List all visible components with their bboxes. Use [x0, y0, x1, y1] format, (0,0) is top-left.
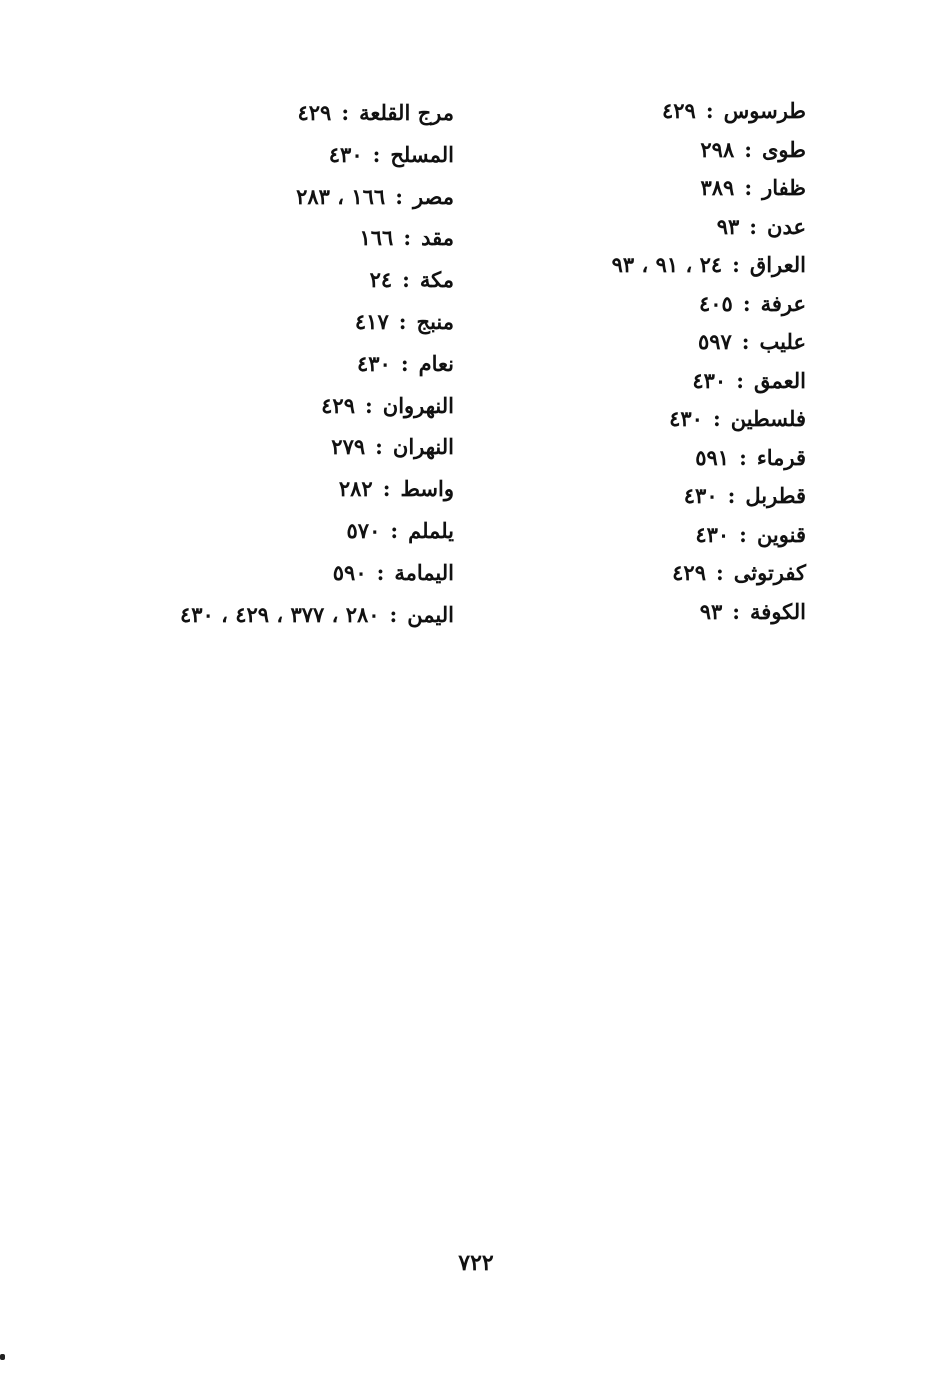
page-refs: ٢٤ — [369, 267, 393, 293]
place-name: منبج — [416, 308, 454, 334]
separator: : — [705, 98, 714, 123]
index-entry — [54, 217, 454, 259]
separator: : — [715, 560, 724, 585]
place-name: مرج القلعة — [359, 100, 454, 125]
page-refs: ٥٩٠ — [332, 559, 367, 585]
page-refs: ٤٢٩ — [297, 100, 332, 125]
separator: : — [398, 308, 407, 334]
index-entry — [506, 208, 806, 247]
place-name: قرماء — [756, 444, 806, 470]
page-refs: ١٦٦ — [359, 225, 394, 251]
place-name: طرسوس — [723, 98, 806, 123]
index-entry — [54, 468, 454, 510]
index-entry — [54, 510, 454, 552]
place-name: قنوين — [756, 521, 806, 547]
index-column-right — [506, 92, 806, 631]
place-name: نعام — [418, 350, 454, 376]
page-refs: ٢٨٢ — [338, 476, 373, 502]
page-refs: ٤٣٠ — [328, 141, 363, 167]
index-entry — [54, 92, 454, 134]
place-name: عرفة — [760, 290, 806, 316]
place-name: قطربل — [745, 483, 806, 508]
index-entry — [54, 385, 454, 427]
place-name: النهروان — [382, 392, 454, 418]
place-name: مكة — [419, 267, 454, 293]
index-entry — [506, 169, 806, 208]
place-name: العراق — [749, 252, 806, 277]
place-name: ظفار — [762, 175, 806, 200]
place-name: عليب — [759, 329, 806, 354]
page-refs: ٥٩١ — [695, 444, 730, 470]
place-name: مصر — [412, 183, 454, 209]
page-refs: ٤٣٠ — [357, 350, 391, 376]
place-name: واسط — [400, 476, 454, 502]
separator: : — [744, 136, 752, 162]
index-entry — [506, 285, 806, 324]
page-refs: ٤٣٠ — [692, 367, 727, 393]
separator: : — [395, 183, 403, 209]
page-refs: ١٦٦ ، ٢٨٣ — [296, 183, 386, 209]
separator: : — [365, 392, 373, 418]
index-entry — [506, 92, 806, 131]
place-name: مقد — [421, 225, 454, 251]
separator: : — [736, 367, 744, 393]
index-entry — [54, 552, 454, 594]
place-name: اليمامة — [394, 559, 454, 585]
page-refs: ٢٩٨ — [700, 136, 735, 162]
index-entry — [506, 246, 806, 285]
index-entry — [54, 426, 454, 468]
page-refs: ٤١٧ — [354, 308, 389, 334]
page-refs: ٤٣٠ — [695, 521, 730, 547]
page-refs: ٤٢٩ — [672, 560, 706, 585]
page-refs: ٣٨٩ — [700, 175, 735, 200]
page-refs: ٤٠٥ — [698, 290, 733, 316]
page-refs: ٥٧٠ — [346, 517, 381, 543]
page-refs: ٤٢٩ — [662, 98, 696, 123]
separator: : — [390, 517, 399, 543]
separator: : — [372, 141, 381, 167]
index-entry — [54, 594, 454, 636]
index-entry — [506, 400, 806, 439]
separator: : — [727, 483, 736, 508]
page-refs: ٢٤ ، ٩١ ، ٩٣ — [611, 252, 723, 277]
separator: : — [744, 175, 753, 200]
index-entry — [506, 593, 806, 632]
separator: : — [732, 252, 740, 277]
separator: : — [376, 559, 385, 585]
page-refs: ٤٣٠ — [683, 483, 718, 508]
place-name: فلسطين — [730, 406, 806, 431]
page-refs: ٩٣ — [699, 598, 723, 624]
page-number: ٧٢٢ — [458, 1250, 494, 1276]
index-entry — [506, 323, 806, 362]
separator: : — [389, 601, 398, 627]
index-entry — [506, 477, 806, 516]
index-entry — [54, 176, 454, 218]
scan-speck — [0, 1354, 5, 1360]
place-name: النهران — [392, 434, 454, 460]
separator: : — [382, 476, 391, 502]
page-refs: ٥٩٧ — [697, 329, 732, 354]
index-entry — [506, 439, 806, 478]
page-refs: ٩٣ — [716, 213, 740, 239]
separator: : — [341, 100, 350, 125]
page-refs: ٢٨٠ ، ٣٧٧ ، ٤٢٩ ، ٤٣٠ — [179, 601, 380, 627]
place-name: طوى — [762, 136, 806, 162]
page-refs: ٢٧٩ — [331, 434, 366, 460]
separator: : — [749, 213, 758, 239]
index-entry — [54, 343, 454, 385]
index-entry — [54, 134, 454, 176]
separator: : — [400, 350, 409, 376]
separator: : — [712, 406, 721, 431]
separator: : — [742, 290, 751, 316]
page-refs: ٤٣٠ — [669, 406, 703, 431]
separator: : — [403, 225, 412, 251]
place-name: عدن — [767, 213, 806, 239]
index-entry — [506, 554, 806, 593]
place-name: كفرتوثى — [733, 560, 806, 585]
place-name: المسلح — [390, 141, 454, 167]
index-entry — [54, 301, 454, 343]
separator: : — [402, 267, 410, 293]
separator: : — [741, 329, 750, 354]
separator: : — [732, 598, 741, 624]
place-name: اليمن — [407, 601, 454, 627]
separator: : — [375, 434, 383, 460]
index-entry — [506, 362, 806, 401]
index-entry — [506, 131, 806, 170]
index-entry — [506, 516, 806, 555]
page-refs: ٤٢٩ — [321, 392, 355, 418]
index-column-left — [54, 92, 454, 635]
separator: : — [739, 521, 747, 547]
place-name: يلملم — [408, 517, 454, 543]
place-name: العمق — [753, 367, 806, 393]
separator: : — [739, 444, 747, 470]
place-name: الكوفة — [750, 598, 806, 624]
index-entry — [54, 259, 454, 301]
